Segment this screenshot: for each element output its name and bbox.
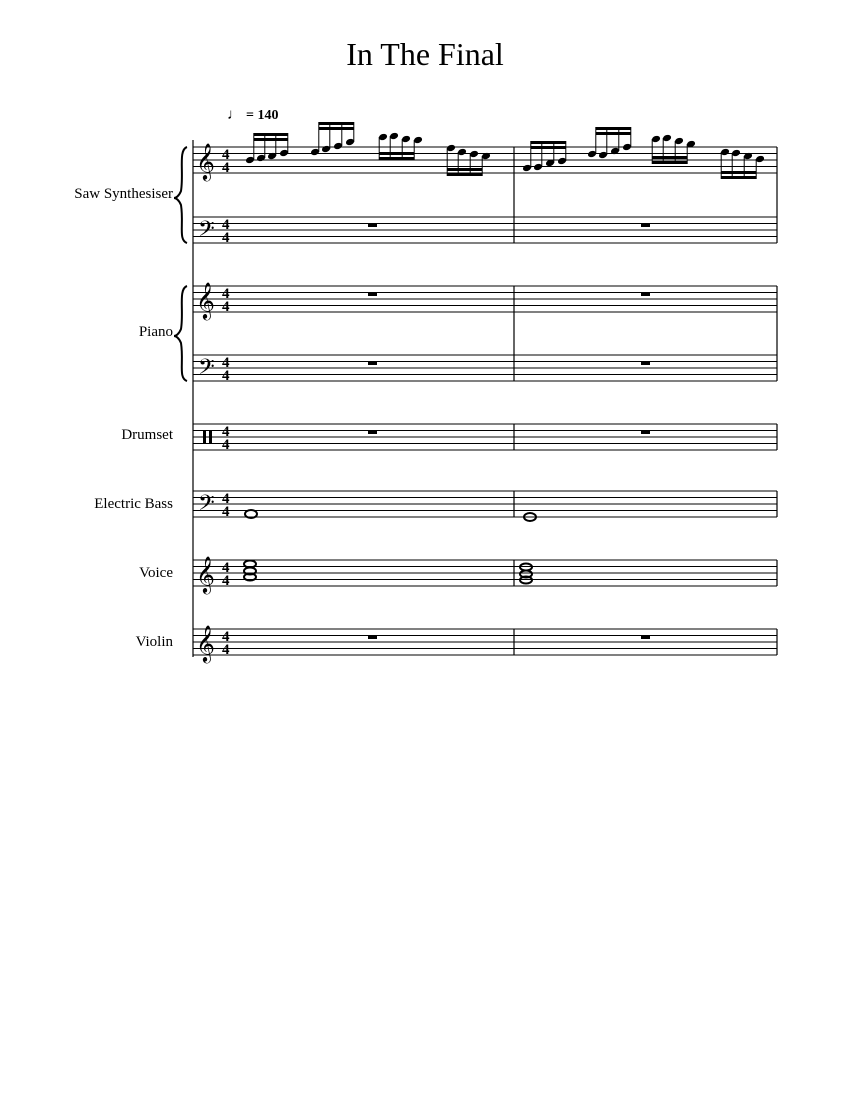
note-beam	[652, 161, 687, 164]
whole-note-chord	[244, 561, 256, 581]
tempo-value: = 140	[246, 108, 279, 123]
bass-clef-icon: 𝄢	[198, 355, 215, 385]
note-beam	[447, 168, 482, 171]
note-beam	[721, 176, 756, 179]
instrument-label-drumset: Drumset	[121, 427, 173, 443]
percussion-clef-icon	[203, 430, 206, 443]
treble-clef-icon: 𝄞	[196, 555, 215, 593]
staff-piano-bass	[193, 355, 777, 385]
staff-saw-synth-bass	[193, 217, 777, 247]
instrument-label-violin: Violin	[135, 634, 173, 650]
treble-clef-icon: 𝄞	[196, 281, 215, 319]
staff-violin	[193, 624, 777, 663]
note-beam	[254, 133, 288, 136]
note-beam	[652, 156, 687, 159]
note-beam	[596, 127, 631, 130]
note-beam	[254, 138, 288, 141]
note-beam	[596, 132, 631, 135]
treble-clef-icon: 𝄞	[196, 142, 215, 180]
score-system: 4 4 𝄞 𝄢 𝄞 𝄢 𝄢 𝄞 𝄞	[0, 0, 850, 1100]
instrument-label-electric-bass: Electric Bass	[94, 496, 173, 512]
brace-icon	[174, 286, 187, 381]
note-beam	[379, 152, 414, 155]
note-beam	[447, 173, 482, 176]
note-beam	[319, 127, 354, 130]
note-beam	[319, 122, 354, 125]
quarter-note-icon: ♩	[227, 107, 242, 123]
staff-voice	[193, 555, 777, 594]
note-beam	[531, 141, 566, 144]
staff-piano-treble	[193, 281, 777, 320]
note-beam	[379, 157, 414, 160]
instrument-label-voice: Voice	[139, 565, 173, 581]
bass-clef-icon: 𝄢	[198, 491, 215, 521]
treble-clef-icon: 𝄞	[196, 624, 215, 662]
note-beam	[531, 146, 566, 149]
staff-drumset	[193, 424, 777, 453]
instrument-label-saw-synthesiser: Saw Synthesiser	[74, 186, 173, 202]
staff-electric-bass	[193, 491, 777, 521]
score-title: In The Final	[346, 36, 504, 72]
brace-icon	[174, 147, 187, 243]
bass-clef-icon: 𝄢	[198, 217, 215, 247]
staff-saw-synth-treble	[193, 142, 777, 181]
instrument-label-piano: Piano	[138, 324, 173, 340]
note-beam	[721, 171, 756, 174]
sixteenth-note-runs	[245, 122, 765, 179]
